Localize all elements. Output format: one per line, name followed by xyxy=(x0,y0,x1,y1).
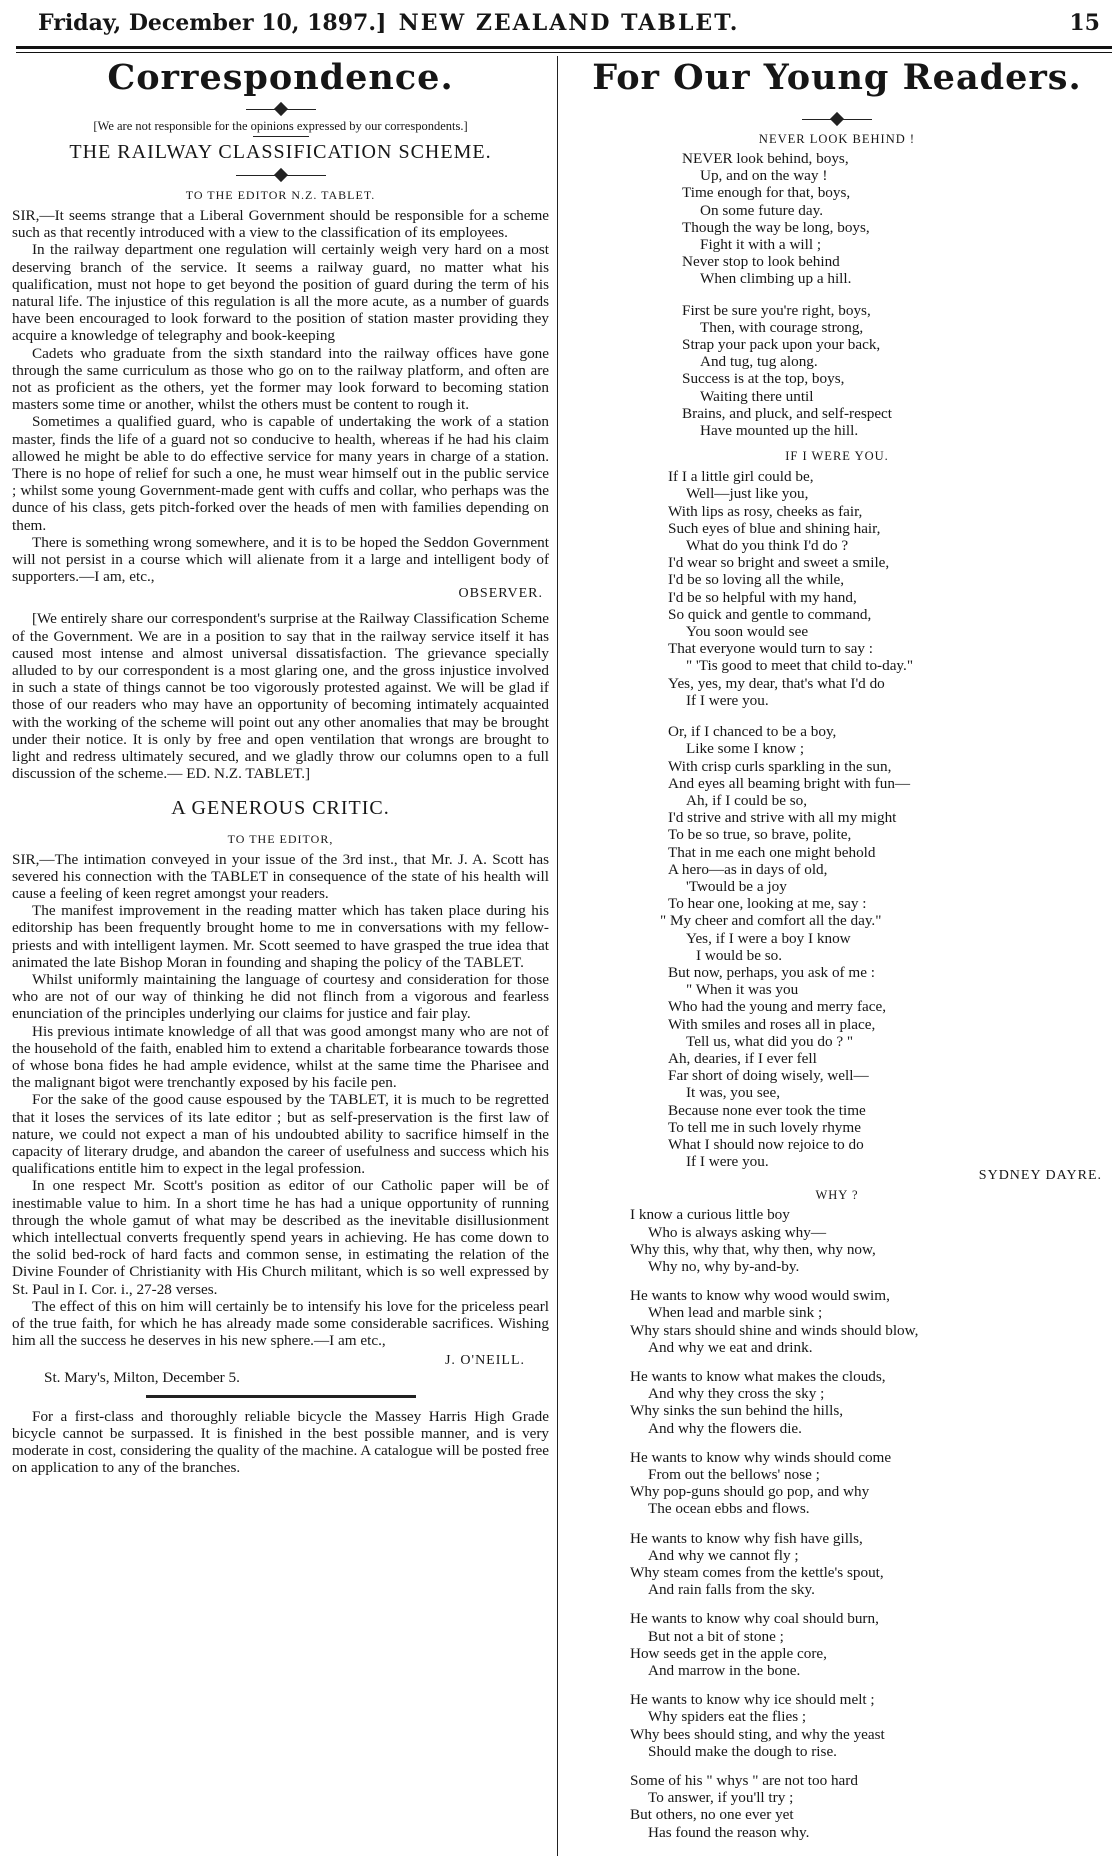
ornament-rule xyxy=(236,168,326,182)
poem-line: NEVER look behind, boys, xyxy=(682,150,849,167)
poem-line: I'd be so loving all the while, xyxy=(668,571,845,589)
signature-oneill: J. O'NEILL. xyxy=(444,1353,525,1369)
correspondence-column xyxy=(12,56,549,1476)
signature-observer: OBSERVER. xyxy=(458,586,543,602)
stanza xyxy=(682,150,1102,288)
newspaper-title: NEW ZEALAND TABLET. xyxy=(398,10,740,36)
poem-line: " 'Tis good to meet that child to-day." xyxy=(686,657,914,675)
poem-line: With smiles and roses all in place, xyxy=(668,1015,876,1033)
poem-line: I'd wear so bright and sweet a smile, xyxy=(668,554,890,572)
poem-line: If I were you. xyxy=(686,691,769,709)
poem-line: That in me each one might behold xyxy=(668,843,876,861)
poem-line: To tell me in such lovely rhyme xyxy=(668,1118,861,1136)
poem-line: But not a bit of stone ; xyxy=(648,1627,784,1645)
disclaimer: [We are not responsible for the opinions expressed by our correspondents.] xyxy=(93,119,468,133)
header-rule-thin xyxy=(16,52,1112,53)
poem-line: Strap your pack upon your back, xyxy=(682,336,881,354)
poem-line: Never stop to look behind xyxy=(682,253,840,271)
paragraph: There is something wrong somewhere, and it is to be hoped the Seddon Government will not persist in a course which will alienate from it a large and intelligent body of supporters.—I am, etc., xyxy=(12,533,549,586)
poem-line: Fight it with a will ; xyxy=(700,236,822,254)
editor-note xyxy=(12,610,549,782)
poem-line: That everyone would turn to say : xyxy=(668,640,873,658)
poem-line: Have mounted up the hill. xyxy=(700,422,859,440)
poem-line: Such eyes of blue and shining hair, xyxy=(668,519,881,537)
poem-line: But now, perhaps, you ask of me : xyxy=(668,963,875,981)
stanza xyxy=(630,1691,1102,1760)
paragraph: Cadets who graduate from the sixth standard into the railway offices have gone through the same curriculum as those who go on to the railway platform, and often are not as proficient as the others, yet the former may look forward to becoming station masters some time or another, whilst the others must be content to rough it. xyxy=(12,344,549,414)
paragraph: SIR,—It seems strange that a Liberal Government should be responsible for a scheme such as that recently introduced with a view to the classification of its employees. xyxy=(12,207,549,242)
poem-line: Why no, why by-and-by. xyxy=(648,1257,800,1275)
paragraph: For a first-class and thoroughly reliable bicycle the Massey Harris High Grade bicycle cannot be surpassed. It is finished in the best possible manner, and is very moderate in cost, considering the quality of the machine. A catalogue will be posted free on application to any of the branches. xyxy=(12,1407,549,1477)
poem-line: I know a curious little boy xyxy=(630,1206,790,1224)
paragraph: In one respect Mr. Scott's position as editor of our Catholic paper will be of inestimable value to him. In a short time he has had a unique opportunity of running through the whole gamut of what may be described as the inevitable disillusionment which intellectual converts frequently spend years in achieving. He has come down to the solid bed-rock of hard facts and common sense, in estimating the relation of the Divine Founder of Christianity with His Church militant, which is so well expressed by St. Paul in I. Cor. i., 27-28 verses. xyxy=(12,1177,549,1298)
poem-line: Time enough for that, boys, xyxy=(682,184,851,202)
article-title-critic: A GENEROUS CRITIC. xyxy=(171,796,390,819)
young-readers-column xyxy=(592,56,1102,1841)
poem-line: Like some I know ; xyxy=(686,740,805,758)
poem-line: With crisp curls sparkling in the sun, xyxy=(668,757,892,775)
poem-line: But others, no one ever yet xyxy=(630,1806,794,1824)
poem-never-look-behind xyxy=(682,150,1102,439)
poem-line: Up, and on the way ! xyxy=(700,167,828,185)
poem-line: Tell us, what did you do ? " xyxy=(686,1032,854,1050)
poem-line: To hear one, looking at me, say : xyxy=(668,895,867,913)
stanza xyxy=(682,302,1102,440)
poem-line: And eyes all beaming bright with fun— xyxy=(668,774,911,792)
poem-line: And tug, tug along. xyxy=(700,353,818,371)
poem-line: And why they cross the sky ; xyxy=(648,1385,825,1403)
poem-line: Because none ever took the time xyxy=(668,1101,866,1119)
poem-line: He wants to know why ice should melt ; xyxy=(630,1691,875,1709)
stanza xyxy=(630,1368,1102,1437)
poem-line: Brains, and pluck, and self-respect xyxy=(682,404,893,422)
poem-line: To answer, if you'll try ; xyxy=(648,1789,794,1807)
column-divider xyxy=(557,56,558,1856)
poem-line: Then, with courage strong, xyxy=(700,318,864,336)
poem-title-why: WHY ? xyxy=(815,1188,859,1203)
poem-line: Ah, dearies, if I ever fell xyxy=(668,1049,817,1067)
stanza xyxy=(660,723,1102,1171)
poem-line: Success is at the top, boys, xyxy=(682,370,845,388)
poem-line: Has found the reason why. xyxy=(648,1823,810,1841)
poem-line: When lead and marble sink ; xyxy=(648,1304,823,1322)
poem-line: Why bees should sting, and why the yeast xyxy=(630,1725,885,1743)
letter-railway-body xyxy=(12,207,549,585)
poem-author: SYDNEY DAYRE. xyxy=(978,1168,1102,1184)
stanza xyxy=(630,1530,1102,1599)
paragraph: The effect of this on him will certainly be to intensify his love for the priceless pearl of the true faith, for which he has already made some considerable sacrifices. Wishing him all the success he deserves in his new sphere.—I am etc., xyxy=(12,1297,549,1350)
poem-line: Why sinks the sun behind the hills, xyxy=(630,1402,844,1420)
poem-line: Who is always asking why— xyxy=(648,1223,827,1241)
paragraph: The manifest improvement in the reading matter which has taken place during his editorship has been frequently brought home to me in conversations with my fellow-priests and with intelligent laymen. Mr. Scott seemed to have grasped the true idea that animated the late Bishop Moran in founding and shaping the policy of the TABLET. xyxy=(12,902,549,971)
poem-line: 'Twould be a joy xyxy=(686,877,787,895)
poem-line: Ah, if I could be so, xyxy=(686,791,808,809)
poem-line: " When it was you xyxy=(686,981,799,999)
paragraph: In the railway department one regulation will certainly weigh very hard on a most deserving branch of the service. It seems a railway guard, no matter what his qualification, must not hope to get beyond the position of guard during the term of his natural life. The injustice of this regulation is all the more acute, as a number of guards have been encouraged to look forward to the position of station master providing they acquire a knowledge of telegraphy and book-keeping xyxy=(12,241,549,345)
page-header xyxy=(38,4,1100,48)
poem-line: If I were you. xyxy=(686,1153,769,1171)
letter-critic-body xyxy=(12,851,549,1350)
stanza xyxy=(630,1206,1102,1275)
poem-line: Though the way be long, boys, xyxy=(682,218,870,236)
stanza xyxy=(630,1610,1102,1679)
poem-line: Yes, if I were a boy I know xyxy=(686,929,851,947)
poem-line: Far short of doing wisely, well— xyxy=(668,1067,869,1085)
paragraph: [We entirely share our correspondent's surprise at the Railway Classification Scheme of the Government. We are in a position to say that in the railway service itself it has caused most intense and almost universal dissatisfaction. The grievance specially alluded to by our correspondent is a most glaring one, and the gross injustice involved in such a state of things cannot be too vigorously protested against. We will be glad if those of our readers who may have an opportunity of becoming intimately acquainted with the working of the scheme will point out any other anomalies that may be brought under their notice. It is only by free and open ventilation that wrongs are brought to light and redress ultimately secured, and we gladly throw our columns open to a full discussion of the scheme.— ED. N.Z. TABLET.] xyxy=(12,610,549,783)
poem-line: First be sure you're right, boys, xyxy=(682,301,871,319)
stanza xyxy=(630,1449,1102,1518)
section-heading-young-readers: For Our Young Readers. xyxy=(592,57,1082,98)
stanza xyxy=(630,1772,1102,1841)
poem-title-never-look-behind: NEVER LOOK BEHIND ! xyxy=(758,132,916,146)
poem-line: And rain falls from the sky. xyxy=(648,1581,815,1599)
bicycle-advert xyxy=(12,1408,549,1477)
stanza xyxy=(668,468,1102,709)
separator-rule xyxy=(146,1395,416,1398)
poem-line: You soon would see xyxy=(686,623,809,641)
addressee: TO THE EDITOR N.Z. TABLET. xyxy=(185,188,376,202)
paragraph: For the sake of the good cause espoused by the TABLET, it is much to be regretted that it loses the services of its late editor ; but as self-preservation is the first law of nature, we could not expect a man of his undoubted ability to sacrifice himself in the capacity of literary drudge, and abandon the career of usefulness and success which his qualifications entitle him to expect in the legal profession. xyxy=(12,1091,549,1178)
poem-line: Why stars should shine and winds should blow, xyxy=(630,1321,919,1339)
poem-line: Some of his " whys " are not too hard xyxy=(630,1772,858,1790)
poem-line: Waiting there until xyxy=(700,387,814,405)
paragraph: His previous intimate knowledge of all that was good amongst many who are not of the household of the faith, enabled him to extend a charitable forbearance towards those of whose bona fides he had ample evidence, whilst at the same time the Pharisee and the malignant bigot were trenchantly exposed by his facile pen. xyxy=(12,1022,549,1092)
poem-line: And marrow in the bone. xyxy=(648,1662,801,1680)
poem-line: The ocean ebbs and flows. xyxy=(648,1500,810,1518)
poem-line: " My cheer and comfort all the day." xyxy=(660,912,882,930)
poem-line: With lips as rosy, cheeks as fair, xyxy=(668,502,863,520)
short-rule xyxy=(253,136,309,137)
header-rule xyxy=(16,46,1112,49)
page-number: 15 xyxy=(1069,10,1100,36)
poem-line: I'd be so helpful with my hand, xyxy=(668,588,857,606)
poem-line: To be so true, so brave, polite, xyxy=(668,826,852,844)
poem-line: Why pop-guns should go pop, and why xyxy=(630,1483,870,1501)
paragraph: Sometimes a qualified guard, who is capable of undertaking the work of a station master, finds the life of a guard not so conducive to health, whereas if he had his claim allowed he might be able to do effective service for many years in charge of a station. There is no hope of relief for such a one, he must wear himself out in the public service ; whilst some young Government-made gent with cuffs and collar, who perhaps was the dunce of his class, gets pitch-forked over the heads of men with families depending on them. xyxy=(12,413,549,534)
poem-line: He wants to know what makes the clouds, xyxy=(630,1368,886,1385)
poem-line: Why spiders eat the flies ; xyxy=(648,1708,807,1726)
ornament-rule xyxy=(246,102,316,116)
poem-line: So quick and gentle to command, xyxy=(668,605,872,623)
poem-line: If I a little girl could be, xyxy=(668,468,814,486)
poem-line: Yes, yes, my dear, that's what I'd do xyxy=(668,674,885,692)
article-title-railway: THE RAILWAY CLASSIFICATION SCHEME. xyxy=(69,141,492,163)
letter-place xyxy=(12,1369,549,1386)
poem-line: He wants to know why coal should burn, xyxy=(630,1610,879,1628)
poem-line: Why steam comes from the kettle's spout, xyxy=(630,1564,884,1582)
poem-line: What I should now rejoice to do xyxy=(668,1135,864,1153)
poem-line: From out the bellows' nose ; xyxy=(648,1466,820,1484)
poem-title-if-i-were-you: IF I WERE YOU. xyxy=(785,449,889,464)
poem-line: A hero—as in days of old, xyxy=(668,860,828,878)
poem-line: He wants to know why fish have gills, xyxy=(630,1529,863,1547)
poem-line: Or, if I chanced to be a boy, xyxy=(668,723,837,741)
poem-line: Why this, why that, why then, why now, xyxy=(630,1240,876,1258)
poem-line: He wants to know why wood would swim, xyxy=(630,1287,890,1305)
poem-line: Should make the dough to rise. xyxy=(648,1742,837,1760)
paragraph: Whilst uniformly maintaining the language of courtesy and consideration for those who are not of our way of thinking he did not flinch from a vigorous and fearless enunciation of the principles underlying our claims for justice and fair play. xyxy=(12,970,549,1023)
issue-date: Friday, December 10, 1897.] xyxy=(38,10,387,36)
poem-line: He wants to know why winds should come xyxy=(630,1448,892,1466)
poem-line: It was, you see, xyxy=(686,1084,781,1102)
addressee: TO THE EDITOR, xyxy=(227,831,334,846)
section-heading-correspondence: Correspondence. xyxy=(107,57,454,98)
poem-line: And why we eat and drink. xyxy=(648,1338,813,1356)
poem-why xyxy=(630,1206,1102,1841)
stanza xyxy=(630,1287,1102,1356)
paragraph: SIR,—The intimation conveyed in your issue of the 3rd inst., that Mr. J. A. Scott has severed his connection with the TABLET in consequence of the state of his health will cause a feeling of keen regret amongst your readers. xyxy=(12,850,549,902)
poem-if-i-were-you xyxy=(660,468,1102,1171)
poem-line: I'd strive and strive with all my might xyxy=(668,809,897,827)
poem-line: How seeds get in the apple core, xyxy=(630,1644,827,1662)
poem-line: Who had the young and merry face, xyxy=(668,998,887,1016)
poem-line: And why we cannot fly ; xyxy=(648,1546,799,1564)
poem-line: What do you think I'd do ? xyxy=(686,537,849,555)
ornament-rule xyxy=(802,112,872,126)
poem-line: Well—just like you, xyxy=(686,485,809,503)
poem-line: On some future day. xyxy=(700,201,824,219)
poem-line: I would be so. xyxy=(696,946,783,964)
poem-line: When climbing up a hill. xyxy=(700,270,852,288)
poem-line: And why the flowers die. xyxy=(648,1419,802,1437)
paragraph: St. Mary's, Milton, December 5. xyxy=(44,1369,240,1387)
